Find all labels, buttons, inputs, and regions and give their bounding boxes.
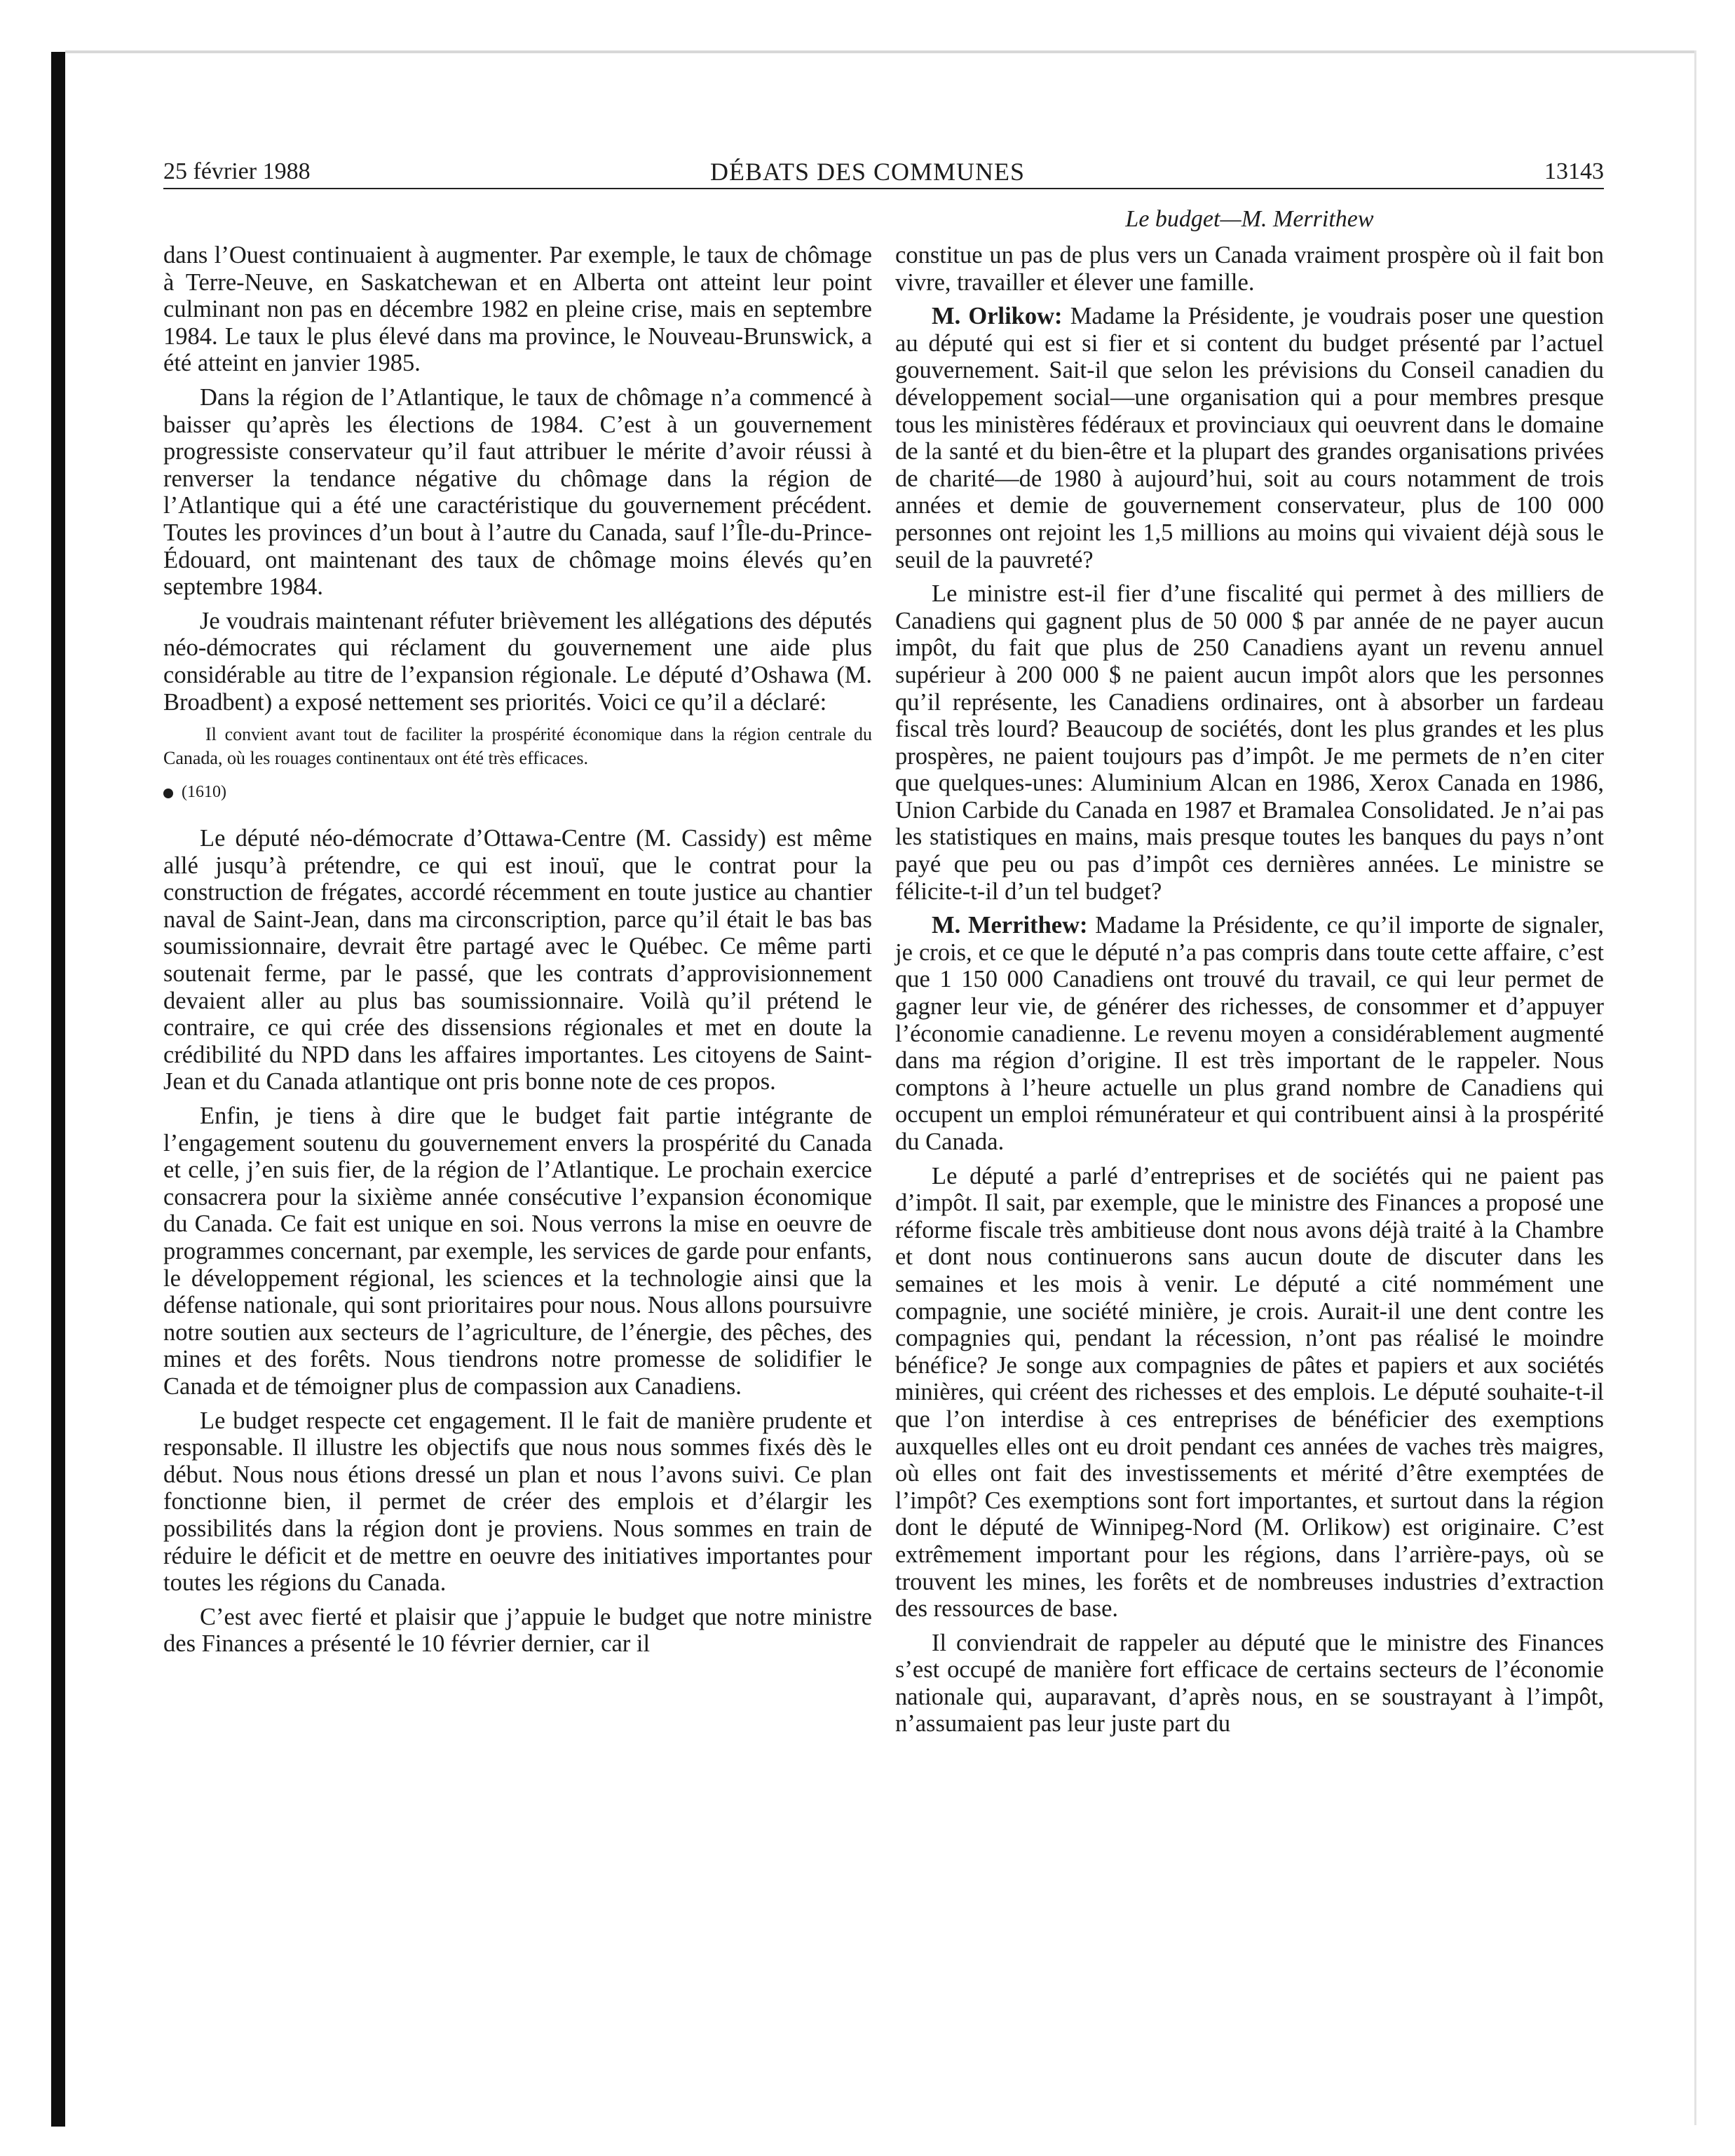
scan-edge-bar [51,52,65,2127]
paragraph: Je voudrais maintenant réfuter brièvement les allégations des députés néo-démocrates qui réclament du gouvernement une aide plus considérable au titre de l’expansion régionale. Le député d’Oshawa (M. Broadbent) a exposé nettement ses priorités. Voici ce qu’il a déclaré: [163,607,872,716]
paragraph: Le ministre est-il fier d’une fiscalité qui permet à des milliers de Canadiens qui gagnent plus de 50 000 $ par année de ne payer aucun impôt, du fait que plus de 250 Canadiens ayant un revenu annuel supérieur à 200 000 $ ne paient aucun impôt alors que les personnes qu’il représente, les Canadiens ordinaires, ont à absorber un fardeau fiscal très lourd? Beaucoup de sociétés, dont les plus grandes et les plus prospères, ne paient toujours pas d’impôt. Je me permets de n’en citer que quelques-unes: Aluminium Alcan en 1986, Xerox Canada en 1986, Union Carbide du Canada en 1987 et Bramalea Consolidated. Je n’ai pas les statistiques en mains, mais presque toutes les banques du pays n’ont payé que peu ou pas d’impôt ces dernières années. Le ministre se félicite-t-il d’un tel budget? [895,580,1604,905]
time-marker-text: (1610) [182,783,226,802]
paragraph: Enfin, je tiens à dire que le budget fait partie intégrante de l’engagement soutenu du gouvernement envers la prospérité du Canada et celle, j’en suis fier, de la région de l’Atlantique. Le prochain exercice consacrera pour la sixième année consécutive l’expansion économique du Canada. Ce fait est unique en soi. Nous verrons la mise en oeuvre de programmes concernant, par exemple, les services de garde pour enfants, le développement régional, les sciences et la technologie ainsi que la défense nationale, qui sont prioritaires pour nous. Nous allons poursuivre notre soutien aux secteurs de l’agriculture, de l’énergie, des pêches, des mines et des forêts. Nous tiendrons notre promesse de solidifier le Canada et de témoigner plus de compassion aux Canadiens. [163,1103,872,1400]
header-page-number: 13143 [1544,158,1604,184]
paragraph: Le député a parlé d’entreprises et de sociétés qui ne paient pas d’impôt. Il sait, par exemple, que le ministre des Finances a proposé une réforme fiscale très ambitieuse dont nous avons déjà traité à la Chambre et dont nous continuerons sans aucun doute de discuter dans les semaines et les mois à venir. Le député a cité nommément une compagnie, une société minière, je crois. Aurait-il une dent contre les compagnies qui, pendant la récession, n’ont pas réalisé le moindre bénéfice? Je songe aux compagnies de pâtes et papiers et aux sociétés minières, qui créent des richesses et des emplois. Le député souhaite-t-il que l’on interdise à ces entreprises de bénéficier des exemptions auxquelles elles ont eu droit pendant ces années de vaches très maigres, où elles ont fait des investissements et mérité d’être exemptées de l’impôt? Ces exemptions sont fort importantes, et surtout dans la région dont le député de Winnipeg-Nord (M. Orlikow) est originaire. C’est extrêmement important pour les régions, dans l’arrière-pays, où se trouvent les mines, les forêts et de nombreuses industries d’extraction des ressources de base. [895,1162,1604,1623]
scan-right-edge [1694,50,1696,2125]
running-head: Le budget—M. Merrithew [1125,206,1374,232]
speech-text: Madame la Présidente, je voudrais poser une question au député qui est si fier et si content du budget présenté par l’actuel gouvernement. Sait-il que selon les prévisions du Conseil canadien du développement social—une organisation qui a pour membres presque tous les ministères fédéraux et provinciaux qui oeuvrent dans le domaine de la santé et du bien-être et la plupart des grandes organisations privées de charité—de 1980 à aujourd’hui, soit au cours notamment de trois années et demie de gouvernement conservateur, plus de 100 000 personnes ont rejoint les 1,5 millions au moins qui vivaient déjà sous le seuil de la pauvreté? [895,303,1604,573]
speech-paragraph [895,303,1604,573]
paragraph: Le budget respecte cet engagement. Il le fait de manière prudente et responsable. Il illustre les objectifs que nous nous sommes fixés dès le début. Nous nous étions dressé un plan et nous l’avons suivi. Ce plan fonctionne bien, il permet de créer des emplois et d’élargir les possibilités dans la région dont je proviens. Nous sommes en train de réduire le déficit et de mettre en oeuvre des initiatives importantes pour toutes les régions du Canada. [163,1407,872,1597]
paragraph: Le député néo-démocrate d’Ottawa-Centre (M. Cassidy) est même allé jusqu’à prétendre, ce qui est inouï, que le contrat pour la construction de frégates, accordé récemment en toute justice au chantier naval de Saint-Jean, dans ma circonscription, parce qu’il était le bas bas soumissionnaire, devrait être partagé avec le Québec. Ce même parti soutenait ferme, par le passé, que les contrats d’approvisionnement devaient aller au plus bas soumissionnaire. Voilà qu’il prétend le contraire, ce qui crée des dissensions régionales et met en doute la crédibilité du NPD dans les affaires importantes. Les citoyens de Saint-Jean et du Canada atlantique ont pris bonne note de ces propos. [163,825,872,1096]
speaker-name: M. Orlikow: [932,303,1063,330]
left-column [163,242,872,1665]
header-rule [163,188,1604,189]
header-date: 25 février 1988 [163,158,311,184]
paragraph: Il conviendrait de rappeler au député que le ministre des Finances s’est occupé de manière fort efficace de certains secteurs de l’économie nationale qui, auparavant, d’après nous, en se soustrayant à l’impôt, n’assumaient pas leur juste part du [895,1629,1604,1738]
block-quote: Il convient avant tout de faciliter la prospérité économique dans la région centrale du Canada, où les rouages continentaux ont été très efficaces. [163,724,872,769]
speech-paragraph [895,912,1604,1155]
header-title: DÉBATS DES COMMUNES [709,158,1026,186]
speech-text: Madame la Présidente, ce qu’il importe de signaler, je crois, et ce que le député n’a pas compris dans toute cette affaire, c’est que 1 150 000 Canadiens ont trouvé du travail, ce qui leur permet de gagner leur vie, de générer des richesses, de consommer et d’appuyer l’économie canadienne. Le revenu moyen a considérablement augmenté dans ma région d’origine. Il est très important de le rappeler. Nous comptons à l’heure actuelle un plus grand nombre de Canadiens qui occupent un emploi rémunérateur et qui contribuent ainsi à la prospérité du Canada. [895,912,1605,1155]
scan-top-edge [65,50,1696,53]
paragraph: constitue un pas de plus vers un Canada vraiment prospère où il fait bon vivre, travailler et élever une famille. [895,242,1604,296]
right-column [895,242,1604,1745]
paragraph: Dans la région de l’Atlantique, le taux de chômage n’a commencé à baisser qu’après les élections de 1984. C’est à un gouvernement progressiste conservateur qu’il faut attribuer le mérite d’avoir réussi à renverser la tendance négative du chômage dans la région de l’Atlantique qui a été une caractéristique du gouvernement précédent. Toutes les provinces d’un bout à l’autre du Canada, sauf l’Île-du-Prince-Édouard, ont maintenant des taux de chômage moins élevés qu’en septembre 1984. [163,383,872,601]
bullet-dot-icon [163,789,173,798]
paragraph: dans l’Ouest continuaient à augmenter. Par exemple, le taux de chômage à Terre-Neuve, en Saskatchewan et en Alberta ont atteint leur point culminant non pas en décembre 1982 en pleine crise, mais en septembre 1984. Le taux le plus élevé dans ma province, le Nouveau-Brunswick, a été atteint en janvier 1985. [163,242,872,377]
speaker-name: M. Merrithew: [932,912,1088,939]
time-marker [163,780,872,804]
paragraph: C’est avec fierté et plaisir que j’appuie le budget que notre ministre des Finances a présenté le 10 février dernier, car il [163,1603,872,1658]
